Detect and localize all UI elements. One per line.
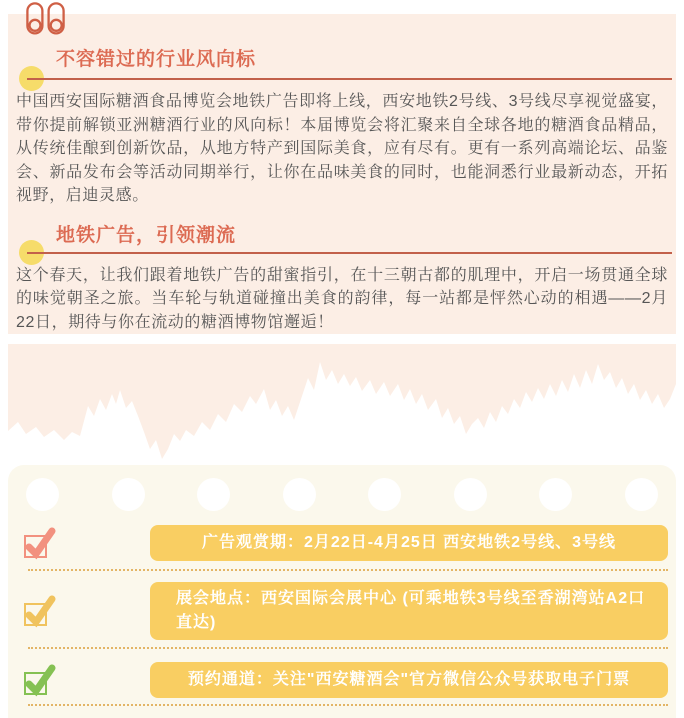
checkbox-checked-icon <box>22 594 56 628</box>
info-bar: 展会地点：西安国际会展中心 (可乘地铁3号线至香湖湾站A2口直达) <box>150 582 668 640</box>
perforation-circle <box>283 478 316 511</box>
heading-dot-icon <box>19 66 44 91</box>
intro-card <box>8 14 676 469</box>
info-card <box>8 465 676 718</box>
section-heading-text: 不容错过的行业风向标 <box>56 49 257 70</box>
double-quote-icon <box>26 2 66 36</box>
info-bar: 预约通道：关注"西安糖酒会"官方微信公众号获取电子门票 <box>150 662 668 698</box>
list-item <box>8 662 676 698</box>
dotted-divider <box>28 704 668 706</box>
perforation-circle <box>112 478 145 511</box>
intro-card-body <box>8 14 676 334</box>
checkbox-checked-icon <box>22 526 56 560</box>
perforation-circle <box>625 478 658 511</box>
section-heading-1 <box>27 14 672 80</box>
info-bar: 广告观赏期：2月22日-4月25日 西安地铁2号线、3号线 <box>150 525 668 561</box>
perforation-circle <box>197 478 230 511</box>
dotted-divider <box>28 569 668 571</box>
heading-dot-icon <box>19 240 44 265</box>
torn-edge-decoration <box>8 344 676 469</box>
dotted-divider <box>28 647 668 649</box>
section-paragraph: 这个春天，让我们跟着地铁广告的甜蜜指引，在十三朝古都的肌理中，开启一场贯通全球的味觉朝圣之旅。当车轮与轨道碰撞出美食的韵律，每一站都是怦然心动的相遇——2月22日，期待与你在流动的糖酒博物馆邂逅！ <box>16 266 668 331</box>
section-heading-2 <box>27 208 672 254</box>
perforation-circle <box>539 478 572 511</box>
perforation-circle <box>368 478 401 511</box>
perforation-row <box>8 465 676 511</box>
section-paragraph: 中国西安国际糖酒食品博览会地铁广告即将上线，西安地铁2号线、3号线尽享视觉盛宴，带你提前解锁亚洲糖酒行业的风向标！本届博览会将汇聚来自全球各地的糖酒食品精品，从传统佳酿到创新饮品，从地方特产到国际美食，应有尽有。更有一系列高端论坛、品鉴会、新品发布会等活动同期举行，让你在品味美食的同时，也能洞悉行业最新动态，开拓视野，启迪灵感。 <box>16 93 668 204</box>
list-item <box>8 525 676 561</box>
checkbox-checked-icon <box>22 663 56 697</box>
perforation-circle <box>454 478 487 511</box>
perforation-circle <box>26 478 59 511</box>
section-heading-text: 地铁广告，引领潮流 <box>56 224 237 246</box>
list-item <box>8 582 676 640</box>
